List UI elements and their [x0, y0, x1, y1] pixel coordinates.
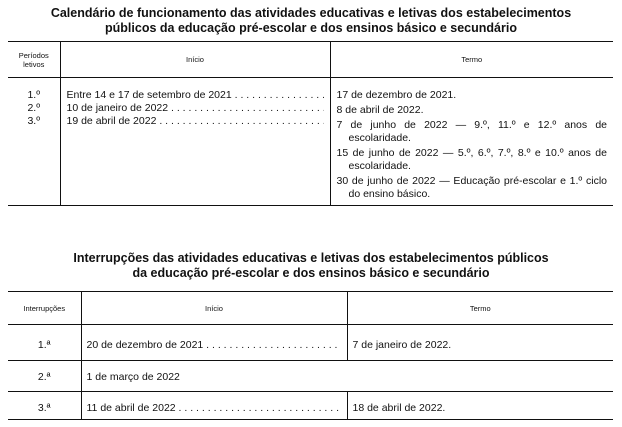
table-row — [8, 325, 613, 361]
period-1-end: 17 de dezembro de 2021. — [336, 89, 457, 101]
header-start: Início — [81, 292, 347, 325]
calendar-table — [8, 41, 613, 206]
period-1-ordinal: 1.º — [27, 89, 41, 101]
period-1-start: Entre 14 e 17 de setembro de 2021 . . . — [67, 89, 324, 102]
interruptions-title-line-1: Interrupções das atividades educativas e letivas dos estabelecimentos públicos — [73, 251, 549, 265]
interruptions-table — [8, 291, 613, 420]
interruption-1-start: 20 de dezembro de 2021 . . . — [81, 325, 347, 361]
period-3-start: 19 de abril de 2022 . . . — [67, 115, 324, 128]
header-start: Início — [60, 42, 330, 78]
interruption-1-end: 7 de janeiro de 2022. — [352, 339, 452, 351]
calendar-title-line-1: Calendário de funcionamento das atividades educativas e letivas dos estabelecimentos — [50, 6, 572, 20]
period-ends — [330, 78, 613, 206]
period-3-end-item-3: 30 de junho de 2022 — Educação pré-escolar e 1.º ciclo do ensino básico. — [336, 175, 607, 200]
period-2-start: 10 de janeiro de 2022 . . . — [67, 102, 324, 115]
period-2-ordinal: 2.º — [27, 102, 41, 114]
interruption-3-end: 18 de abril de 2022. — [352, 402, 446, 414]
period-ordinals — [8, 78, 60, 206]
interruption-3-start: 11 de abril de 2022 . . . — [81, 392, 347, 420]
interruption-2-start: 1 de março de 2022 — [86, 371, 180, 383]
interruptions-title — [0, 251, 622, 281]
header-periods: Períodos letivos — [8, 42, 60, 78]
period-2-end: 8 de abril de 2022. — [336, 104, 424, 116]
header-interruptions: Interrupções — [8, 292, 81, 325]
interruption-1-ordinal: 1.ª — [8, 325, 81, 361]
interruption-3-ordinal: 3.ª — [8, 392, 81, 420]
period-3-end-item-1: 7 de junho de 2022 — 9.º, 11.º e 12.º anos de escolaridade. — [336, 119, 607, 144]
period-3-ordinal: 3.º — [27, 115, 41, 127]
calendar-title — [0, 6, 622, 36]
interruption-2-ordinal: 2.ª — [8, 361, 81, 392]
header-end: Termo — [347, 292, 613, 325]
period-3-end-item-2: 15 de junho de 2022 — 5.º, 6.º, 7.º, 8.º e 10.º anos de escolaridade. — [336, 147, 607, 172]
calendar-title-line-2: públicos da educação pré-escolar e dos ensinos básico e secundário — [105, 21, 517, 35]
header-end: Termo — [330, 42, 613, 78]
period-starts — [60, 78, 330, 206]
table-row — [8, 361, 613, 392]
table-row — [8, 392, 613, 420]
interruptions-title-line-2: da educação pré-escolar e dos ensinos básico e secundário — [132, 266, 490, 280]
